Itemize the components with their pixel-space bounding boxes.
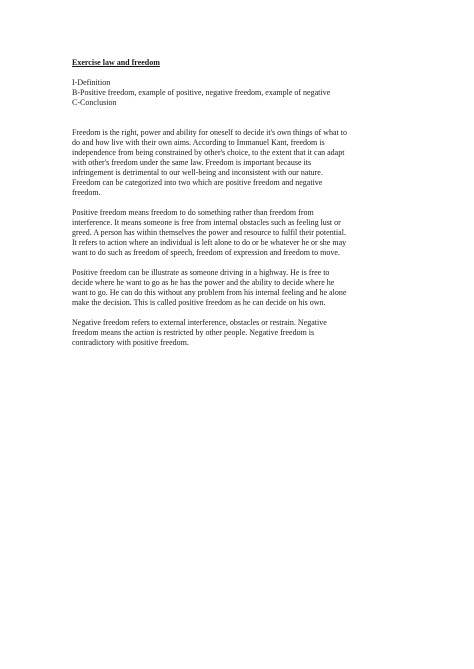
text-line: Freedom can be categorized into two which are positive freedom and negative	[72, 178, 323, 187]
outline-item-conclusion: C-Conclusion	[72, 98, 117, 107]
text-line: greed. A person has within themselves the power and resource to fulfil their potential.	[72, 228, 346, 237]
paragraph-positive-freedom	[72, 208, 412, 258]
text-line: want to do such as freedom of speech, freedom of expression and freedom to move.	[72, 248, 340, 257]
text-line: decide where he want to go as he has the power and the ability to decide where he	[72, 278, 335, 287]
text-line: freedom.	[72, 188, 101, 197]
text-line: make the decision. This is called positive freedom as he can decide on his own.	[72, 298, 326, 307]
text-line: interference. It means someone is free from internal obstacles such as feeling lust or	[72, 218, 341, 227]
text-line: Freedom is the right, power and ability for oneself to decide it's own things of what to	[72, 128, 347, 137]
paragraph-definition	[72, 128, 412, 198]
text-line: want to go. He can do this without any problem from his internal feeling and he alone	[72, 288, 347, 297]
text-line: infringement is detrimental to our well-being and inconsistent with our nature.	[72, 168, 323, 177]
paragraph-positive-example	[72, 268, 412, 308]
text-line: contradictory with positive freedom.	[72, 338, 189, 347]
text-line: Positive freedom can be illustrate as someone driving in a highway. He is free to	[72, 268, 330, 277]
text-line: independence from being constrained by other's choice, to the extent that it can adapt	[72, 148, 345, 157]
document-body	[72, 58, 412, 358]
outline-item-positive-negative: B-Positive freedom, example of positive, negative freedom, example of negative	[72, 88, 331, 97]
document-title: Exercise law and freedom	[72, 58, 160, 67]
outline-item-definition: I-Definition	[72, 78, 111, 87]
text-line: It refers to action where an individual is left alone to do or be whatever he or she may	[72, 238, 347, 247]
paragraph-negative-freedom	[72, 318, 412, 348]
outline-list	[72, 78, 412, 108]
text-line: Positive freedom means freedom to do something rather than freedom from	[72, 208, 314, 217]
text-line: freedom means the action is restricted by other people. Negative freedom is	[72, 328, 315, 337]
text-line: Negative freedom refers to external interference, obstacles or restrain. Negative	[72, 318, 327, 327]
text-line: with other's freedom under the same law. Freedom is important because its	[72, 158, 312, 167]
text-line: do and how live with their own aims. According to Immanuel Kant, freedom is	[72, 138, 325, 147]
